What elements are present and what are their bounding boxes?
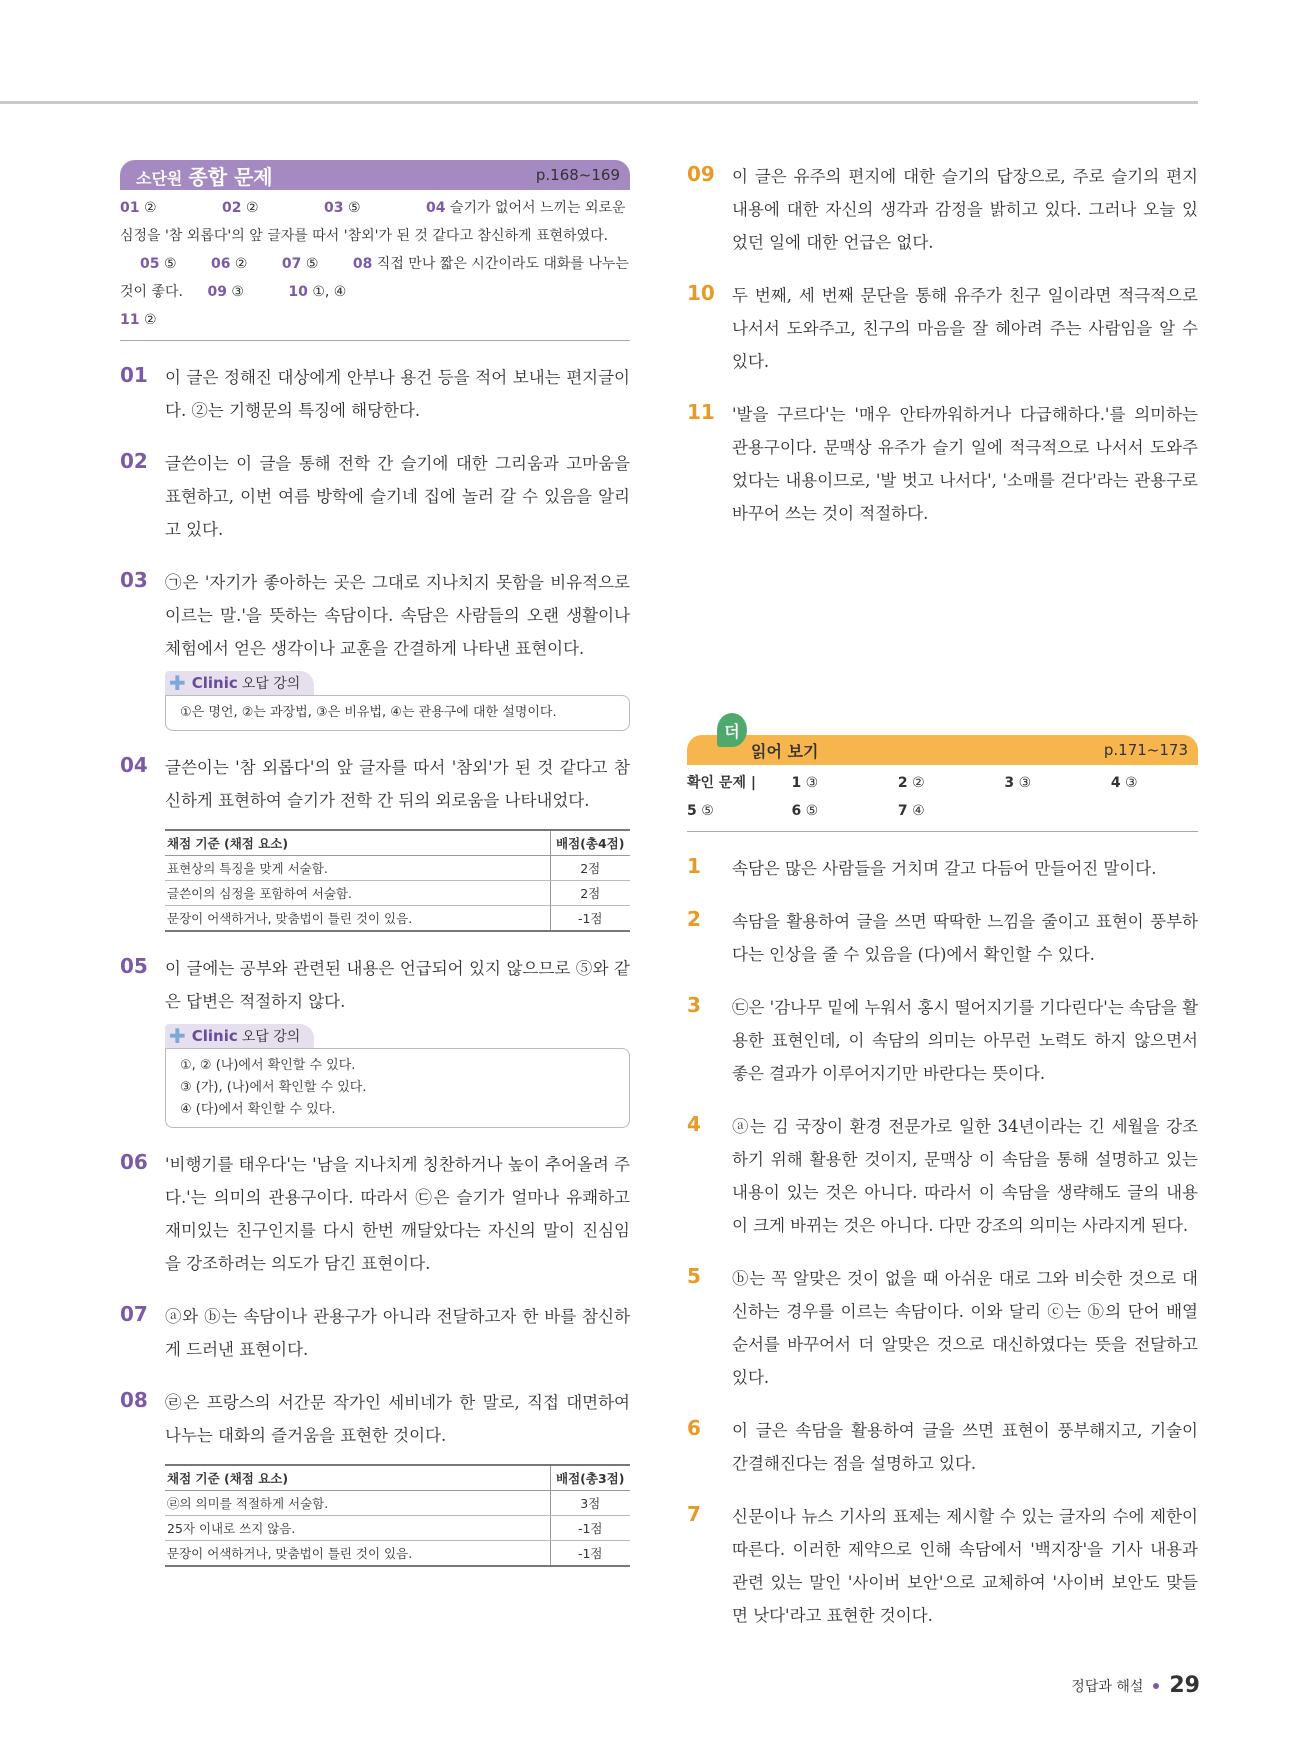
reading-item-4	[687, 1110, 1198, 1242]
clinic-sub: 오답 강의	[241, 676, 301, 692]
reading-pages: p.171~173	[1103, 741, 1188, 759]
left-item-01	[120, 361, 630, 427]
item-number: 7	[687, 1502, 701, 1526]
item-number: 02	[120, 449, 148, 473]
top-rule	[0, 101, 1198, 104]
summary-answers: 01 ② 02 ② 03 ⑤ 04 슬기가 없어서 느끼는 외로운 심정을 '참 외롭다'의 앞 글자를 따서 '참외'가 된 것 같다고 참신하게 표현하였다. 05 ⑤ 06 ② 07 ⑤ 08 직접 만나 짧은 시간이라도 대화를 나누는 것이 좋다. 09 ③ 10 ①, ④ 11 ②	[120, 190, 630, 341]
item-text: 이 글은 정해진 대상에게 안부나 용건 등을 적어 보내는 편지글이다. ②는 기행문의 특징에 해당한다.	[165, 368, 630, 420]
item-text: 속담을 활용하여 글을 쓰면 딱딱한 느낌을 줄이고 표현이 풍부하다는 인상을 줄 수 있음을 (다)에서 확인할 수 있다.	[732, 912, 1198, 964]
reading-section	[687, 721, 1199, 1632]
item-number: 1	[687, 854, 701, 878]
left-item-08	[120, 1386, 630, 1452]
reading-badge: 더	[717, 713, 747, 747]
clinic-line: ③ (가), (나)에서 확인할 수 있다.	[180, 1080, 367, 1095]
clinic-tab	[165, 1024, 314, 1048]
bullet-icon	[1153, 1683, 1159, 1689]
item-number: 3	[687, 993, 701, 1017]
footer-label: 정답과 해설	[1071, 1678, 1144, 1695]
item-text: 속담은 많은 사람들을 거치며 갈고 다듬어 만들어진 말이다.	[732, 859, 1157, 878]
table-row: ㉣의 의미를 적절하게 서술함. 3점	[165, 1491, 630, 1516]
clinic-sub: 오답 강의	[241, 1029, 301, 1045]
item-number: 05	[120, 954, 148, 978]
item-text: 이 글은 속담을 활용하여 글을 쓰면 표현이 풍부해지고, 기술이 간결해진다는 점을 설명하고 있다.	[732, 1421, 1198, 1473]
reading-item-1	[687, 852, 1198, 885]
item-text: ⓑ는 꼭 알맞은 것이 없을 때 아쉬운 대로 그와 비슷한 것으로 대신하는 경우를 이르는 속담이다. 이와 달리 ⓒ는 ⓑ의 단어 배열 순서를 바꾸어서 더 알맞은 것으로 대신하였다는 뜻을 전달하고 있다.	[732, 1269, 1198, 1387]
table-row: 문장이 어색하거나, 맞춤법이 틀린 것이 있음. -1점	[165, 1541, 630, 1567]
item-text: ㉠은 '자기가 좋아하는 곳은 그대로 지나치지 못함을 비유적으로 이르는 말.'을 뜻하는 속담이다. 속담은 사람들의 오랜 생활이나 체험에서 얻은 생각이나 교훈을 간결하게 나타낸 표현이다.	[165, 573, 630, 658]
item-text: ⓐ와 ⓑ는 속담이나 관용구가 아니라 전달하고자 한 바를 참신하게 드러낸 표현이다.	[165, 1307, 630, 1359]
summary-title	[136, 161, 273, 190]
item-text: 이 글은 유주의 편지에 대한 슬기의 답장으로, 주로 슬기의 편지 내용에 대한 자신의 생각과 감정을 밝히고 있다. 그러나 오늘 있었던 일에 대한 언급은 없다.	[732, 167, 1198, 252]
left-item-05	[120, 952, 630, 1018]
table-row: 표현상의 특징을 맞게 서술함. 2점	[165, 856, 630, 881]
page-number: 29	[1169, 1673, 1200, 1698]
left-item-02	[120, 447, 630, 546]
left-item-04	[120, 751, 630, 817]
reading-header	[687, 721, 1198, 765]
item-number: 11	[687, 400, 715, 424]
item-number: 03	[120, 568, 148, 592]
summary-label: 소단원	[136, 168, 183, 188]
item-text: 이 글에는 공부와 관련된 내용은 언급되어 있지 않으므로 ⑤와 같은 답변은 적절하지 않다.	[165, 959, 630, 1011]
summary-title-text: 종합 문제	[188, 164, 273, 189]
item-text: ㉣은 프랑스의 서간문 작가인 세비네가 한 말로, 직접 대면하여 나누는 대화의 즐거움을 표현한 것이다.	[165, 1393, 630, 1445]
reading-item-2	[687, 905, 1198, 971]
item-number: 6	[687, 1416, 701, 1440]
clinic-box	[165, 1048, 630, 1128]
table-row: 문장이 어색하거나, 맞춤법이 틀린 것이 있음. -1점	[165, 906, 630, 932]
item-text: ㉢은 '감나무 밑에 누워서 홍시 떨어지기를 기다린다'는 속담을 활용한 표현인데, 이 속담의 의미는 아무런 노력도 하지 않으면서 좋은 결과가 이루어지기만 바란다는 뜻이다.	[732, 998, 1199, 1083]
item-number: 09	[687, 162, 715, 186]
left-item-07	[120, 1300, 630, 1366]
right-column	[687, 140, 1198, 530]
table-row: 글쓴이의 심정을 포함하여 서술함. 2점	[165, 881, 630, 906]
summary-header	[120, 160, 630, 190]
item-text: '발을 구르다'는 '매우 안타까워하거나 다급해하다.'를 의미하는 관용구이다. 문맥상 유주가 슬기 일에 적극적으로 나서서 도와주었다는 내용이므로, '발 벗고 나서다', '소매를 걷다'라는 관용구로 바꾸어 쓰는 것이 적절하다.	[732, 405, 1198, 523]
summary-pages: p.168~169	[535, 166, 620, 184]
item-number: 07	[120, 1302, 148, 1326]
item-number: 2	[687, 907, 701, 931]
left-column	[120, 160, 630, 1567]
left-item-03	[120, 566, 630, 665]
item-text: ⓐ는 김 국장이 환경 전문가로 일한 34년이라는 긴 세월을 강조하기 위해 활용한 것이지, 문맥상 이 속담을 통해 설명하고 있는 내용이 있는 것은 아니다. 따라서 이 속담을 생략해도 글의 내용이 크게 바뀌는 것은 아니다. 다만 강조의 의미는 사라지게 된다.	[732, 1117, 1198, 1235]
clinic-line: ①, ② (나)에서 확인할 수 있다.	[180, 1058, 356, 1073]
right-item-10	[687, 279, 1198, 378]
clinic-tab	[165, 671, 314, 695]
clinic-03	[165, 671, 630, 731]
item-text: '비행기를 태우다'는 '남을 지나치게 칭찬하거나 높이 추어올려 주다.'는 의미의 관용구이다. 따라서 ㉢은 슬기가 얼마나 유쾌하고 재미있는 친구인지를 다시 한번 깨달았다는 자신의 말이 진심임을 강조하려는 의도가 담긴 표현이다.	[165, 1155, 630, 1273]
page-footer	[1071, 1673, 1200, 1698]
left-item-06	[120, 1148, 630, 1280]
item-number: 06	[120, 1150, 148, 1174]
item-number: 01	[120, 363, 148, 387]
item-number: 04	[120, 753, 148, 777]
reading-item-7	[687, 1500, 1198, 1632]
reading-item-5	[687, 1262, 1198, 1394]
clinic-line: ④ (다)에서 확인할 수 있다.	[180, 1102, 336, 1117]
item-number: 08	[120, 1388, 148, 1412]
right-item-09	[687, 160, 1198, 259]
confirm-label: 확인 문제 |	[687, 775, 756, 791]
score-table-08: 채점 기준 (채점 요소) 배점(총3점) ㉣의 의미를 적절하게 서술함. 3점 25자 이내로 쓰지 않음. -1점 문장이 어색하거나, 맞춤법이 틀린 것이 있음. -1점	[165, 1464, 630, 1567]
item-text: 신문이나 뉴스 기사의 표제는 제시할 수 있는 글자의 수에 제한이 따른다. 이러한 제약으로 인해 속담에서 '백지장'을 기사 내용과 관련 있는 말인 '사이버 보안'으로 교체하여 '사이버 보안도 맞들면 낫다'라고 표현한 것이다.	[732, 1507, 1198, 1625]
reading-title: 읽어 보기	[751, 741, 819, 761]
clinic-box	[165, 695, 630, 731]
clinic-line: ①은 명언, ②는 과장법, ③은 비유법, ④는 관용구에 대한 설명이다.	[180, 705, 557, 720]
item-number: 4	[687, 1112, 701, 1136]
plus-icon: ✚	[169, 1024, 186, 1048]
item-number: 10	[687, 281, 715, 305]
clinic-label: Clinic	[191, 1027, 238, 1045]
item-number: 5	[687, 1264, 701, 1288]
reading-item-6	[687, 1414, 1198, 1480]
score-table-04: 채점 기준 (채점 요소) 배점(총4점) 표현상의 특징을 맞게 서술함. 2점 글쓴이의 심정을 포함하여 서술함. 2점 문장이 어색하거나, 맞춤법이 틀린 것이 있음. -1점	[165, 829, 630, 932]
reading-item-3	[687, 991, 1198, 1090]
table-row: 25자 이내로 쓰지 않음. -1점	[165, 1516, 630, 1541]
item-text: 글쓴이는 '참 외롭다'의 앞 글자를 따서 '참외'가 된 것 같다고 참신하게 표현하여 슬기가 전학 간 뒤의 외로움을 나타내었다.	[165, 758, 630, 810]
reading-answers: 확인 문제 | 1 ③ 2 ② 3 ③ 4 ③ 5 ⑤ 6 ⑤ 7 ④	[687, 765, 1198, 832]
plus-icon: ✚	[169, 671, 186, 695]
right-item-11	[687, 398, 1198, 530]
clinic-05	[165, 1024, 630, 1128]
item-text: 두 번째, 세 번째 문단을 통해 유주가 친구 일이라면 적극적으로 나서서 도와주고, 친구의 마음을 잘 헤아려 주는 사람임을 알 수 있다.	[732, 286, 1198, 371]
item-text: 글쓴이는 이 글을 통해 전학 간 슬기에 대한 그리움과 고마움을 표현하고, 이번 여름 방학에 슬기네 집에 놀러 갈 수 있음을 알리고 있다.	[165, 454, 630, 539]
clinic-label: Clinic	[191, 674, 238, 692]
